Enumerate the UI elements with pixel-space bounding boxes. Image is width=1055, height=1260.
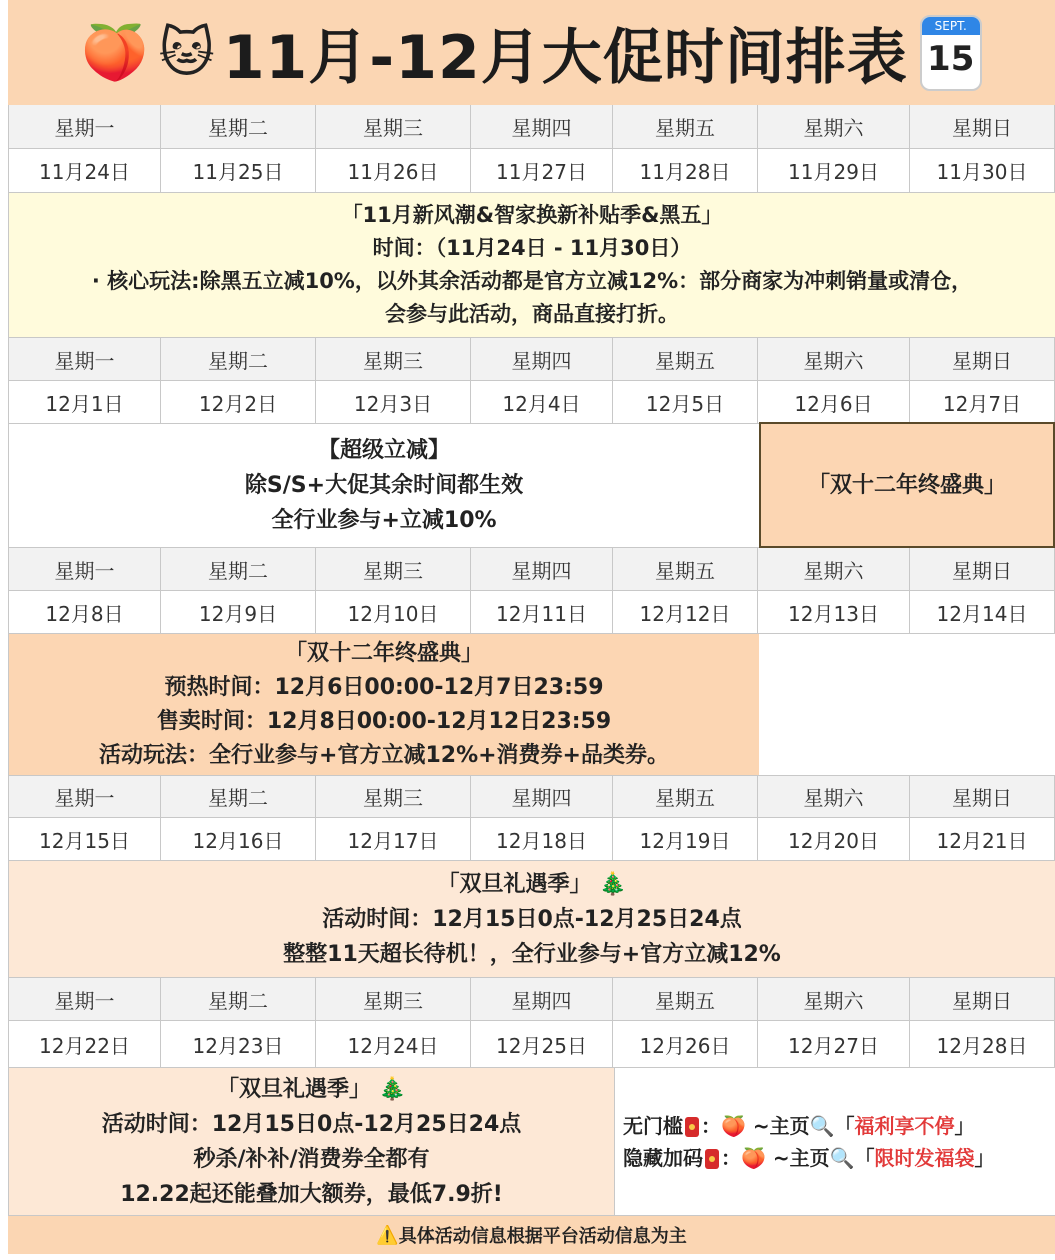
date-row-4 (8, 818, 1055, 861)
weekday-fri: 星期五 (613, 105, 758, 149)
tips-panel (614, 1068, 1055, 1216)
weekday-wed: 星期三 (316, 978, 471, 1021)
date-row-1 (8, 149, 1055, 193)
tip-close: 」 (974, 1145, 995, 1170)
weekday-mon: 星期一 (8, 978, 161, 1021)
weekday-row-3 (8, 548, 1055, 591)
promo-rule: 秒杀/补补/消费券全都有 (193, 1146, 430, 1172)
date-cell: 11月29日 (758, 149, 910, 193)
calendar-month: SEPT. (922, 17, 980, 35)
promo-rule-cont: 会参与此活动，商品直接打折。 (385, 302, 679, 326)
weekday-fri: 星期五 (613, 776, 758, 818)
date-cell: 12月20日 (758, 818, 910, 861)
weekday-thu: 星期四 (471, 978, 613, 1021)
weekday-fri: 星期五 (613, 338, 758, 381)
date-cell: 11月28日 (613, 149, 758, 193)
weekday-sat: 星期六 (758, 105, 910, 149)
date-cell: 12月22日 (8, 1021, 161, 1068)
weekday-sun: 星期日 (910, 105, 1055, 149)
promo-title: 【超级立减】 (317, 438, 450, 463)
date-cell: 12月25日 (471, 1021, 613, 1068)
red-envelope-icon (705, 1149, 719, 1169)
promo-block-double12-label (759, 422, 1055, 548)
tip-line-2 (623, 1142, 1055, 1174)
weekday-row-4 (8, 776, 1055, 818)
cat-icon: 🐱 (158, 20, 215, 84)
date-cell: 12月28日 (910, 1021, 1055, 1068)
weekday-fri: 星期五 (613, 978, 758, 1021)
weekday-mon: 星期一 (8, 105, 161, 149)
weekday-mon: 星期一 (8, 776, 161, 818)
date-cell: 12月1日 (8, 381, 161, 424)
date-cell: 11月26日 (316, 149, 471, 193)
peach-icon: 🍑 (81, 20, 149, 84)
promo-sale-time: 售卖时间：12月8日00:00-12月12日23:59 (156, 708, 612, 734)
tip-close: 」 (954, 1113, 975, 1138)
weekday-sat: 星期六 (758, 776, 910, 818)
weekday-row-1 (8, 105, 1055, 149)
promo-time: 时间：（11月24日 - 11月30日） (372, 236, 692, 260)
weekday-tue: 星期二 (161, 548, 316, 591)
tip-keyword: 福利享不停 (854, 1113, 955, 1138)
date-cell: 12月2日 (161, 381, 316, 424)
date-cell: 12月9日 (161, 591, 316, 634)
footer-note (8, 1216, 1055, 1254)
date-cell: 11月24日 (8, 149, 161, 193)
date-cell: 12月5日 (613, 381, 758, 424)
date-cell: 12月6日 (758, 381, 910, 424)
promo-rule-cont: 全行业参与+立减10% (271, 508, 497, 533)
weekday-sun: 星期日 (910, 978, 1055, 1021)
date-cell: 11月27日 (471, 149, 613, 193)
calendar-icon (920, 15, 982, 91)
weekday-wed: 星期三 (316, 548, 471, 591)
date-cell: 12月11日 (471, 591, 613, 634)
promo-title-line (217, 1072, 406, 1107)
promo-title: 「11月新风潮&智家换新补贴季&黑五」 (341, 203, 723, 227)
tip-label: 隐藏加码 (623, 1145, 703, 1170)
weekday-fri: 星期五 (613, 548, 758, 591)
tip-label: 无门槛 (623, 1113, 683, 1138)
weekday-wed: 星期三 (316, 776, 471, 818)
title-bar (8, 0, 1055, 105)
warning-icon: ⚠️ (376, 1224, 399, 1246)
red-envelope-icon (685, 1117, 699, 1137)
weekday-tue: 星期二 (161, 105, 316, 149)
date-row-3 (8, 591, 1055, 634)
weekday-thu: 星期四 (471, 338, 613, 381)
date-cell: 12月24日 (316, 1021, 471, 1068)
weekday-sat: 星期六 (758, 978, 910, 1021)
date-row-5 (8, 1021, 1055, 1068)
date-cell: 12月16日 (161, 818, 316, 861)
date-cell: 12月15日 (8, 818, 161, 861)
christmas-tree-icon: 🎄 (378, 1076, 407, 1102)
footer-text: 具体活动信息根据平台活动信息为主 (398, 1226, 687, 1247)
date-cell: 12月19日 (613, 818, 758, 861)
promo-title: 「双旦礼遇季」 (216, 1076, 371, 1102)
weekday-sat: 星期六 (758, 338, 910, 381)
date-cell: 12月13日 (758, 591, 910, 634)
date-cell: 12月12日 (613, 591, 758, 634)
weekday-sun: 星期日 (910, 776, 1055, 818)
date-cell: 12月18日 (471, 818, 613, 861)
date-cell: 12月7日 (910, 381, 1055, 424)
promo-time: 活动时间：12月15日0点-12月25日24点 (322, 906, 742, 932)
date-row-2 (8, 381, 1055, 424)
promo-rule: · 核心玩法:除黑五立减10%，以外其余活动都是官方立减12%：部分商家为冲刺销量或清仓， (91, 269, 973, 293)
promo-rule-cont: 12.22起还能叠加大额券，最低7.9折! (120, 1181, 503, 1207)
date-cell: 12月14日 (910, 591, 1055, 634)
weekday-thu: 星期四 (471, 548, 613, 591)
weekday-tue: 星期二 (161, 776, 316, 818)
tip-path: ：🍑 ~主页🔍「 (721, 1145, 875, 1170)
date-cell: 12月3日 (316, 381, 471, 424)
date-cell: 11月30日 (910, 149, 1055, 193)
promo-block-double12 (8, 634, 759, 776)
promo-title: 「双旦礼遇季」 (437, 871, 592, 897)
weekday-mon: 星期一 (8, 548, 161, 591)
promo-title: 「双十二年终盛典」 (284, 640, 483, 666)
date-cell: 12月23日 (161, 1021, 316, 1068)
promo-title-line (437, 867, 626, 902)
tip-line-1 (623, 1110, 1055, 1142)
promo-block-black-friday (8, 193, 1055, 338)
date-cell: 12月21日 (910, 818, 1055, 861)
weekday-wed: 星期三 (316, 105, 471, 149)
calendar-day: 15 (927, 38, 975, 79)
weekday-tue: 星期二 (161, 978, 316, 1021)
christmas-tree-icon: 🎄 (599, 871, 627, 897)
date-cell: 12月26日 (613, 1021, 758, 1068)
weekday-wed: 星期三 (316, 338, 471, 381)
weekday-row-2 (8, 338, 1055, 381)
promo-rule: 活动玩法：全行业参与+官方立减12%+消费券+品类券。 (99, 742, 669, 768)
date-cell: 12月17日 (316, 818, 471, 861)
page-title: 11月-12月大促时间排表 (222, 22, 908, 93)
promo-rule: 整整11天超长待机！，全行业参与+官方立减12% (283, 941, 781, 967)
weekday-sat: 星期六 (758, 548, 910, 591)
weekday-sun: 星期日 (910, 338, 1055, 381)
promo-time: 活动时间：12月15日0点-12月25日24点 (101, 1111, 522, 1137)
weekday-mon: 星期一 (8, 338, 161, 381)
promo-title: 「双十二年终盛典」 (807, 472, 1006, 498)
promo-rule: 除S/S+大促其余时间都生效 (244, 473, 524, 498)
promo-block-new-year (8, 861, 1055, 978)
weekday-thu: 星期四 (471, 105, 613, 149)
date-cell: 12月8日 (8, 591, 161, 634)
weekday-thu: 星期四 (471, 776, 613, 818)
promo-preheat-time: 预热时间：12月6日00:00-12月7日23:59 (164, 674, 604, 700)
date-cell: 12月4日 (471, 381, 613, 424)
date-cell: 12月27日 (758, 1021, 910, 1068)
promo-block-new-year-detail (8, 1068, 614, 1216)
weekday-row-5 (8, 978, 1055, 1021)
tip-path: ：🍑 ~主页🔍「 (701, 1113, 855, 1138)
date-cell: 11月25日 (161, 149, 316, 193)
date-cell: 12月10日 (316, 591, 471, 634)
tip-keyword: 限时发福袋 (874, 1145, 975, 1170)
empty-cell (759, 634, 1055, 776)
weekday-sun: 星期日 (910, 548, 1055, 591)
weekday-tue: 星期二 (161, 338, 316, 381)
promo-block-super-discount (8, 424, 759, 548)
